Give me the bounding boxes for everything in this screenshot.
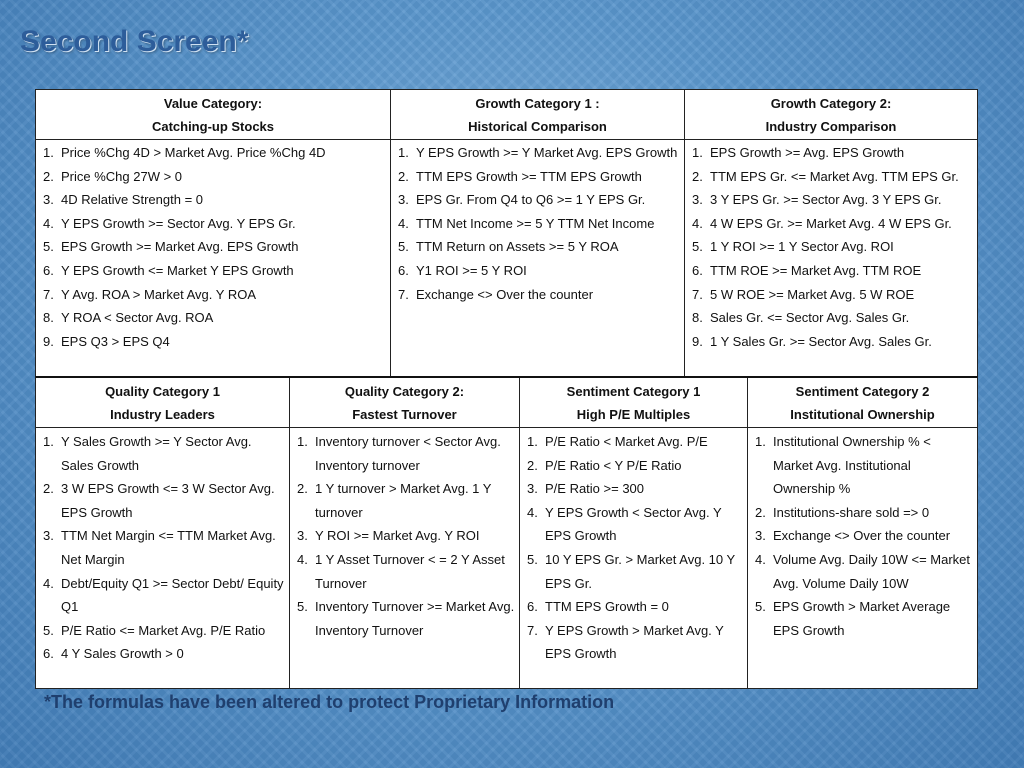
rule-item	[398, 235, 680, 259]
rule-item	[527, 477, 743, 501]
rule-number: 5.	[43, 622, 54, 638]
category-title: Quality Category 1	[105, 383, 220, 399]
rule-number: 2.	[43, 481, 54, 497]
category-header	[520, 378, 747, 428]
rule-number: 6.	[398, 262, 409, 278]
rule-list	[748, 428, 977, 642]
category-title: Growth Category 2:	[770, 95, 892, 111]
rule-text: 1 Y turnover > Market Avg. 1 Y turnover	[315, 481, 492, 520]
category-subtitle: Industry Comparison	[765, 118, 897, 134]
category-column	[36, 378, 290, 688]
rule-item	[692, 188, 973, 212]
rule-item	[398, 283, 680, 307]
rule-number: 1.	[755, 434, 766, 449]
rule-list	[36, 428, 289, 666]
rule-text: TTM ROE >= Market Avg. TTM ROE	[710, 262, 922, 278]
rule-text: P/E Ratio <= Market Avg. P/E Ratio	[61, 622, 266, 638]
category-subtitle: Industry Leaders	[110, 406, 215, 422]
rule-number: 4.	[692, 215, 703, 231]
rule-item	[692, 306, 973, 330]
rule-item	[692, 141, 973, 165]
rule-item	[692, 283, 973, 307]
rule-text: 4 W EPS Gr. >= Market Avg. 4 W EPS Gr.	[710, 215, 952, 231]
rule-text: Y ROA < Sector Avg. ROA	[61, 310, 214, 326]
category-header	[748, 378, 977, 428]
rule-item	[43, 188, 386, 212]
category-title: Growth Category 1 :	[475, 95, 600, 111]
rule-text: Y EPS Growth > Market Avg. Y EPS Growth	[545, 622, 724, 662]
rule-item	[43, 642, 285, 666]
rule-number: 5.	[398, 239, 409, 255]
rule-text: Institutional Ownership % < Market Avg. Institutional Ownership %	[773, 434, 931, 497]
rule-text: Inventory Turnover >= Market Avg. Inventory Turnover	[315, 599, 515, 638]
rule-number: 6.	[692, 262, 703, 278]
rule-text: P/E Ratio < Market Avg. P/E	[545, 434, 708, 449]
rule-item	[297, 595, 515, 642]
rule-text: TTM Net Margin <= TTM Market Avg. Net Margin	[61, 528, 276, 567]
rule-item	[692, 212, 973, 236]
rule-number: 7.	[692, 286, 703, 302]
rule-item	[297, 477, 515, 524]
rule-text: 4 Y Sales Growth > 0	[61, 646, 184, 662]
category-subtitle: Historical Comparison	[468, 118, 607, 134]
rule-text: Y Avg. ROA > Market Avg. Y ROA	[61, 286, 256, 302]
rule-number: 7.	[527, 622, 538, 638]
rule-item	[398, 141, 680, 165]
rule-number: 2.	[398, 168, 409, 184]
rule-item	[43, 572, 285, 619]
bottom-criteria-table	[35, 376, 978, 689]
rule-number: 6.	[43, 262, 54, 278]
rule-item	[43, 619, 285, 643]
category-column	[391, 90, 685, 377]
rule-item	[398, 212, 680, 236]
rule-item	[692, 165, 973, 189]
rule-number: 5.	[755, 599, 766, 615]
category-column	[685, 90, 977, 377]
rule-text: TTM Return on Assets >= 5 Y ROA	[416, 239, 619, 255]
rule-text: EPS Gr. From Q4 to Q6 >= 1 Y EPS Gr.	[416, 192, 646, 208]
category-subtitle: Institutional Ownership	[790, 406, 935, 422]
category-subtitle: Catching-up Stocks	[151, 118, 275, 134]
rule-item	[398, 165, 680, 189]
rule-item	[527, 430, 743, 454]
rule-number: 8.	[43, 310, 54, 326]
rule-item	[43, 235, 386, 259]
footnote: *The formulas have been altered to protect Proprietary Information	[44, 692, 615, 712]
rule-number: 3.	[755, 528, 766, 544]
rule-text: 1 Y ROI >= 1 Y Sector Avg. ROI	[710, 239, 894, 255]
rule-text: 1 Y Asset Turnover < = 2 Y Asset Turnover	[315, 551, 505, 591]
rule-item	[297, 524, 515, 548]
rule-text: Y EPS Growth >= Y Market Avg. EPS Growth	[416, 145, 678, 160]
rule-list	[36, 140, 390, 353]
rule-text: Exchange <> Over the counter	[773, 528, 951, 544]
rule-number: 1.	[43, 434, 54, 449]
rule-text: EPS Growth >= Avg. EPS Growth	[710, 145, 905, 160]
rule-text: TTM Net Income >= 5 Y TTM Net Income	[416, 215, 655, 231]
rule-number: 3.	[398, 192, 409, 208]
rule-text: Y Sales Growth >= Y Sector Avg. Sales Growth	[61, 434, 252, 473]
category-header	[36, 378, 289, 428]
rule-item	[297, 548, 515, 595]
rule-number: 5.	[692, 239, 703, 255]
rule-number: 2.	[527, 457, 538, 473]
rule-item	[527, 548, 743, 595]
rule-number: 1.	[297, 434, 308, 449]
rule-number: 9.	[43, 333, 54, 349]
rule-number: 1.	[692, 145, 703, 160]
rule-number: 3.	[43, 528, 54, 544]
rule-number: 1.	[527, 434, 538, 449]
rule-item	[755, 548, 973, 595]
rule-item	[398, 259, 680, 283]
rule-number: 4.	[527, 504, 538, 520]
rule-text: EPS Q3 > EPS Q4	[61, 333, 170, 349]
category-title: Sentiment Category 2	[795, 383, 930, 399]
rule-item	[527, 501, 743, 548]
rule-number: 4.	[297, 551, 308, 567]
rule-item	[43, 306, 386, 330]
rule-number: 4.	[755, 551, 766, 567]
rule-list	[685, 140, 977, 353]
rule-number: 6.	[43, 646, 54, 662]
rule-number: 5.	[527, 551, 538, 567]
rule-text: Y1 ROI >= 5 Y ROI	[416, 262, 527, 278]
rule-text: 3 Y EPS Gr. >= Sector Avg. 3 Y EPS Gr.	[710, 192, 942, 208]
rule-text: 4D Relative Strength = 0	[61, 192, 203, 208]
rule-item	[43, 259, 386, 283]
rule-text: Inventory turnover < Sector Avg. Inventory turnover	[315, 434, 501, 473]
rule-number: 3.	[43, 192, 54, 208]
category-title: Quality Category 2:	[344, 383, 465, 399]
category-column	[748, 378, 977, 688]
rule-item	[43, 141, 386, 165]
rule-item	[755, 595, 973, 642]
rule-item	[43, 430, 285, 477]
rule-number: 2.	[43, 168, 54, 184]
rule-number: 7.	[398, 286, 409, 302]
category-header	[391, 90, 684, 140]
rule-text: Exchange <> Over the counter	[416, 286, 594, 302]
rule-number: 6.	[527, 599, 538, 615]
rule-item	[692, 235, 973, 259]
rule-text: Y ROI >= Market Avg. Y ROI	[315, 528, 480, 544]
rule-item	[755, 524, 973, 548]
rule-text: 3 W EPS Growth <= 3 W Sector Avg. EPS Growth	[61, 481, 275, 520]
rule-item	[755, 501, 973, 525]
rule-text: P/E Ratio < Y P/E Ratio	[545, 457, 682, 473]
category-header	[685, 90, 977, 140]
rule-item	[43, 212, 386, 236]
rule-text: EPS Growth >= Market Avg. EPS Growth	[61, 239, 299, 255]
rule-text: 5 W ROE >= Market Avg. 5 W ROE	[710, 286, 915, 302]
rule-number: 3.	[297, 528, 308, 544]
category-header	[36, 90, 390, 140]
category-column	[36, 90, 391, 377]
rule-number: 3.	[692, 192, 703, 208]
rule-text: EPS Growth > Market Average EPS Growth	[773, 599, 951, 638]
rule-item	[692, 259, 973, 283]
rule-item	[43, 524, 285, 571]
rule-item	[43, 477, 285, 524]
category-title: Sentiment Category 1	[566, 383, 701, 399]
rule-number: 2.	[755, 504, 766, 520]
category-title: Value Category:	[163, 95, 263, 111]
rule-text: Volume Avg. Daily 10W <= Market Avg. Volume Daily 10W	[773, 551, 971, 591]
rule-item	[692, 330, 973, 354]
rule-text: Debt/Equity Q1 >= Sector Debt/ Equity Q1	[61, 575, 284, 615]
rule-text: Y EPS Growth < Sector Avg. Y EPS Growth	[545, 504, 722, 544]
rule-text: Price %Chg 4D > Market Avg. Price %Chg 4D	[61, 145, 326, 160]
rule-number: 5.	[297, 599, 308, 615]
rule-number: 3.	[527, 481, 538, 497]
rule-text: P/E Ratio >= 300	[545, 481, 645, 497]
rule-item	[527, 454, 743, 478]
rule-item	[755, 430, 973, 501]
rule-item	[527, 595, 743, 619]
category-column	[520, 378, 748, 688]
rule-item	[43, 330, 386, 354]
rule-number: 1.	[398, 145, 409, 160]
rule-item	[527, 619, 743, 666]
rule-text: Sales Gr. <= Sector Avg. Sales Gr.	[710, 310, 910, 326]
rule-text: Institutions-share sold => 0	[773, 504, 930, 520]
rule-number: 4.	[398, 215, 409, 231]
rule-text: Y EPS Growth <= Market Y EPS Growth	[61, 262, 294, 278]
rule-item	[43, 283, 386, 307]
top-criteria-table	[35, 89, 978, 378]
rule-list	[520, 428, 747, 666]
rule-text: 1 Y Sales Gr. >= Sector Avg. Sales Gr.	[710, 333, 932, 349]
rule-number: 7.	[43, 286, 54, 302]
rule-item	[43, 165, 386, 189]
rule-text: Y EPS Growth >= Sector Avg. Y EPS Gr.	[61, 215, 296, 231]
rule-number: 8.	[692, 310, 703, 326]
rule-number: 2.	[692, 168, 703, 184]
rule-text: TTM EPS Growth >= TTM EPS Growth	[416, 168, 642, 184]
rule-text: TTM EPS Growth = 0	[545, 599, 669, 615]
rule-list	[290, 428, 519, 642]
slide-title: Second Screen*	[20, 25, 249, 58]
rule-text: Price %Chg 27W > 0	[61, 168, 183, 184]
rule-item	[398, 188, 680, 212]
rule-text: TTM EPS Gr. <= Market Avg. TTM EPS Gr.	[710, 168, 959, 184]
rule-number: 4.	[43, 575, 54, 591]
rule-number: 2.	[297, 481, 308, 497]
rule-number: 1.	[43, 145, 54, 160]
rule-item	[297, 430, 515, 477]
rule-list	[391, 140, 684, 306]
rule-number: 4.	[43, 215, 54, 231]
rule-number: 9.	[692, 333, 703, 349]
rule-text: 10 Y EPS Gr. > Market Avg. 10 Y EPS Gr.	[545, 551, 735, 591]
category-subtitle: Fastest Turnover	[352, 406, 457, 422]
category-subtitle: High P/E Multiples	[576, 406, 691, 422]
rule-number: 5.	[43, 239, 54, 255]
category-column	[290, 378, 520, 688]
category-header	[290, 378, 519, 428]
